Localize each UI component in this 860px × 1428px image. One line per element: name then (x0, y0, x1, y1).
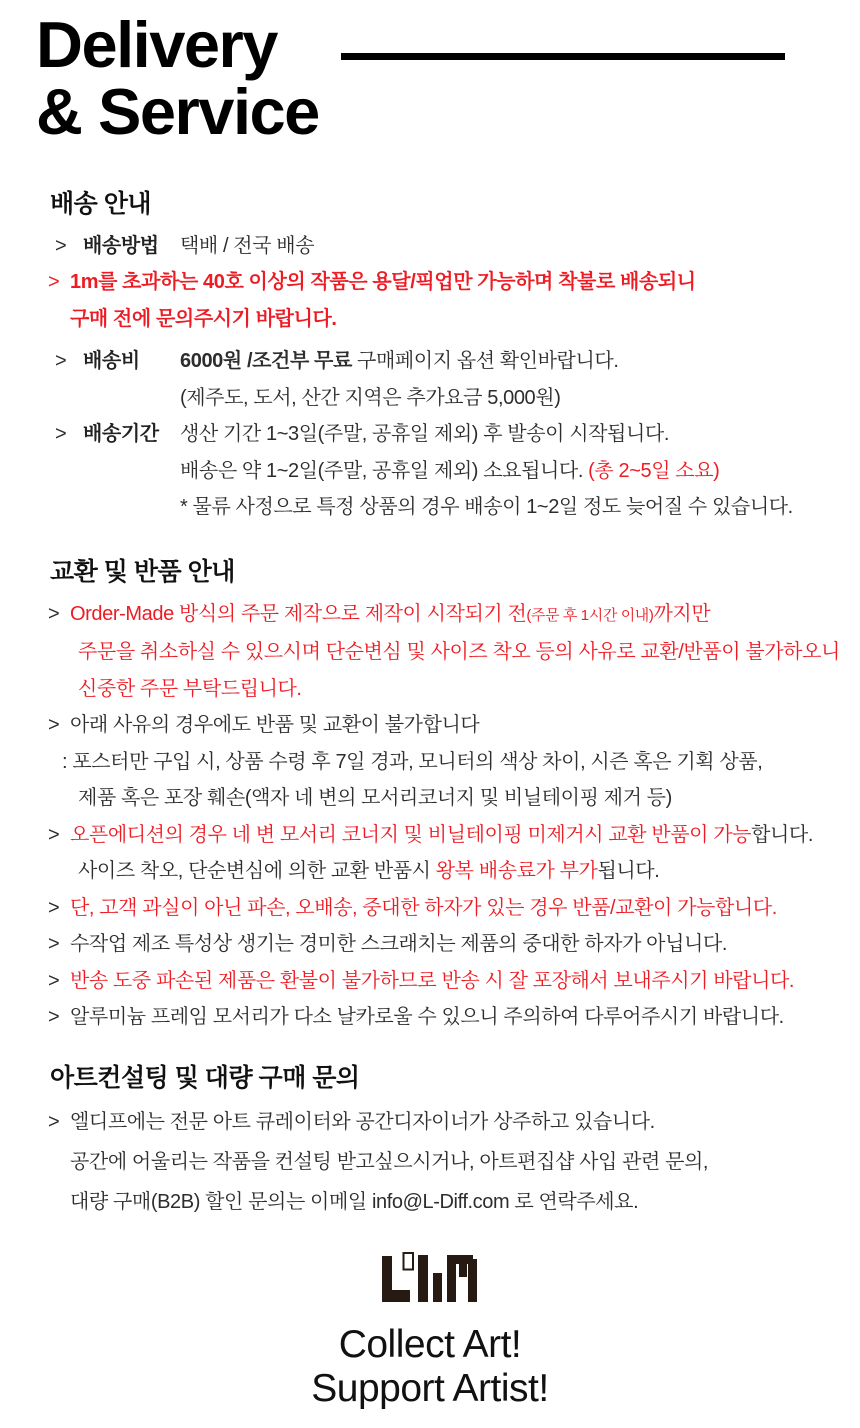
text-segment: 주문을 취소하실 수 있으시며 단순변심 및 사이즈 착오 등의 사유로 교환/반품이 불가하오니 (78, 641, 840, 664)
notice-line (0, 596, 860, 635)
notice-line (0, 744, 860, 781)
text-segment: 구매 전에 문의주시기 바랍니다. (70, 307, 337, 330)
notice-line (0, 416, 860, 453)
line-text (180, 453, 719, 490)
notice-line (0, 634, 860, 671)
text-segment: 6000원 /조건부 무료 (180, 350, 358, 373)
line-text (78, 671, 302, 708)
notice-line (0, 1102, 860, 1142)
notice-line (0, 453, 860, 490)
line-text (180, 416, 669, 453)
text-segment: 구매페이지 옵션 확인바랍니다. (357, 350, 619, 373)
slogan (0, 1323, 860, 1411)
notice-line (0, 707, 860, 744)
line-text (78, 634, 840, 671)
line-text (70, 301, 337, 338)
line-text (70, 926, 727, 963)
line-text (180, 380, 560, 417)
line-text (180, 343, 618, 380)
notice-line (0, 817, 860, 854)
text-segment: 오픈에디션의 경우 네 변 모서리 코너지 및 비닐테이핑 미제거시 교환 반품이 가능 (70, 823, 752, 846)
line-text (70, 963, 794, 1000)
notice-line (0, 926, 860, 963)
line-text (70, 596, 710, 635)
bullet-marker: > (48, 933, 60, 956)
line-text (70, 1142, 708, 1182)
bullet-marker: > (48, 1110, 60, 1133)
section-shipping (0, 184, 860, 526)
line-text (70, 890, 777, 927)
line-text (70, 817, 813, 854)
text-segment: 엘디프에는 전문 아트 큐레이터와 공간디자이너가 상주하고 있습니다. (70, 1110, 655, 1133)
text-segment: (총 2~5일 소요) (588, 459, 720, 482)
l-diff-logo (382, 1252, 478, 1304)
section-consulting (0, 1058, 860, 1222)
line-text (180, 489, 793, 526)
text-segment: * 물류 사정으로 특정 상품의 경우 배송이 1~2일 정도 늦어질 수 있습니다. (180, 496, 793, 519)
notice-line (0, 853, 860, 890)
notice-line (0, 343, 860, 380)
bullet-marker: > (48, 271, 60, 294)
text-segment: (제주도, 도서, 산간 지역은 추가요금 5,000원) (180, 386, 561, 409)
bullet-marker: > (55, 350, 67, 373)
line-text (70, 1102, 655, 1142)
text-segment: 단, 고객 과실이 아닌 파손, 오배송, 중대한 하자가 있는 경우 반품/교환이 가능합니다. (70, 896, 777, 919)
line-text (78, 780, 672, 817)
text-segment: 사이즈 착오, 단순변심에 의한 교환 반품시 (78, 860, 436, 883)
text-segment: : 포스터만 구입 시, 상품 수령 후 7일 경과, 모니터의 색상 차이, 시즌 혹은 기획 상품, (62, 750, 763, 773)
page-title (36, 8, 860, 148)
slogan-line2: Support Artist! (311, 1366, 549, 1410)
line-text (70, 1182, 638, 1222)
notice-line (0, 999, 860, 1036)
notice-line (0, 1142, 860, 1182)
section-title: 아트컨설팅 및 대량 구매 문의 (50, 1063, 360, 1092)
slogan-line1: Collect Art! (338, 1322, 522, 1366)
text-segment: 아래 사유의 경우에도 반품 및 교환이 불가합니다 (70, 714, 480, 737)
notice-line (0, 301, 860, 338)
notice-line (0, 671, 860, 708)
section-title: 교환 및 반품 안내 (50, 557, 235, 586)
text-segment: 배송은 약 1~2일(주말, 공휴일 제외) 소요됩니다. (180, 459, 589, 482)
row-label: 배송기간 (83, 423, 159, 446)
bullet-marker: > (48, 823, 60, 846)
notice-line (0, 264, 860, 301)
page-title-line2: & Service (36, 74, 319, 148)
text-segment: 반송 도중 파손된 제품은 환불이 불가하므로 반송 시 잘 포장해서 보내주시기 바랍니다. (70, 969, 795, 992)
line-text (70, 264, 696, 301)
section-title: 배송 안내 (50, 189, 152, 218)
text-segment: 생산 기간 1~3일(주말, 공휴일 제외) 후 발송이 시작됩니다. (180, 423, 669, 446)
notice-line (0, 780, 860, 817)
section-returns (0, 552, 860, 1036)
notice-line (0, 1182, 860, 1222)
notice-line (0, 963, 860, 1000)
text-segment: 수작업 제조 특성상 생기는 경미한 스크래치는 제품의 중대한 하자가 아닙니다. (70, 933, 728, 956)
line-text (70, 999, 784, 1036)
text-segment: 1m를 초과하는 40호 이상의 작품은 용달/픽업만 가능하며 착불로 배송되니 (70, 271, 696, 294)
notice-line (0, 228, 860, 265)
text-segment: 택배 / 전국 배송 (180, 234, 315, 257)
text-segment: 왕복 배송료가 부가 (435, 860, 598, 883)
logo-wrap (0, 1252, 860, 1309)
text-segment: 제품 혹은 포장 훼손(액자 네 변의 모서리코너지 및 비닐테이핑 제거 등) (78, 787, 672, 810)
line-text (180, 228, 314, 265)
page-title-line1: Delivery (36, 8, 277, 81)
row-label: 배송방법 (83, 234, 159, 257)
text-segment: 신중한 주문 부탁드립니다. (78, 677, 302, 700)
text-segment: 대량 구매(B2B) 할인 문의는 이메일 info@L-Diff.com 로 연락주세요. (70, 1190, 639, 1213)
text-segment: 까지만 (653, 602, 711, 625)
line-text (78, 853, 659, 890)
text-segment: Order-Made 방식의 주문 제작으로 제작이 시작되기 전 (70, 602, 527, 625)
text-segment: 합니다. (751, 823, 814, 846)
line-text (62, 744, 762, 781)
header (0, 0, 860, 146)
bullet-marker: > (48, 714, 60, 737)
bullet-marker: > (48, 1006, 60, 1029)
text-segment: 공간에 어울리는 작품을 컨설팅 받고싶으시거나, 아트편집샵 사입 관련 문의, (70, 1150, 709, 1173)
text-segment: (주문 후 1시간 이내) (526, 606, 654, 624)
bullet-marker: > (48, 969, 60, 992)
bullet-marker: > (48, 602, 60, 625)
notice-line (0, 380, 860, 417)
bullet-marker: > (55, 234, 67, 257)
notice-line (0, 890, 860, 927)
text-segment: 알루미늄 프레임 모서리가 다소 날카로울 수 있으니 주의하여 다루어주시기 바랍니다. (70, 1006, 784, 1029)
text-segment: 됩니다. (597, 860, 660, 883)
bullet-marker: > (48, 896, 60, 919)
sections (0, 146, 860, 1222)
bullet-marker: > (55, 423, 67, 446)
notice-line (0, 489, 860, 526)
line-text (70, 707, 479, 744)
title-divider (341, 53, 785, 60)
row-label: 배송비 (83, 350, 140, 373)
